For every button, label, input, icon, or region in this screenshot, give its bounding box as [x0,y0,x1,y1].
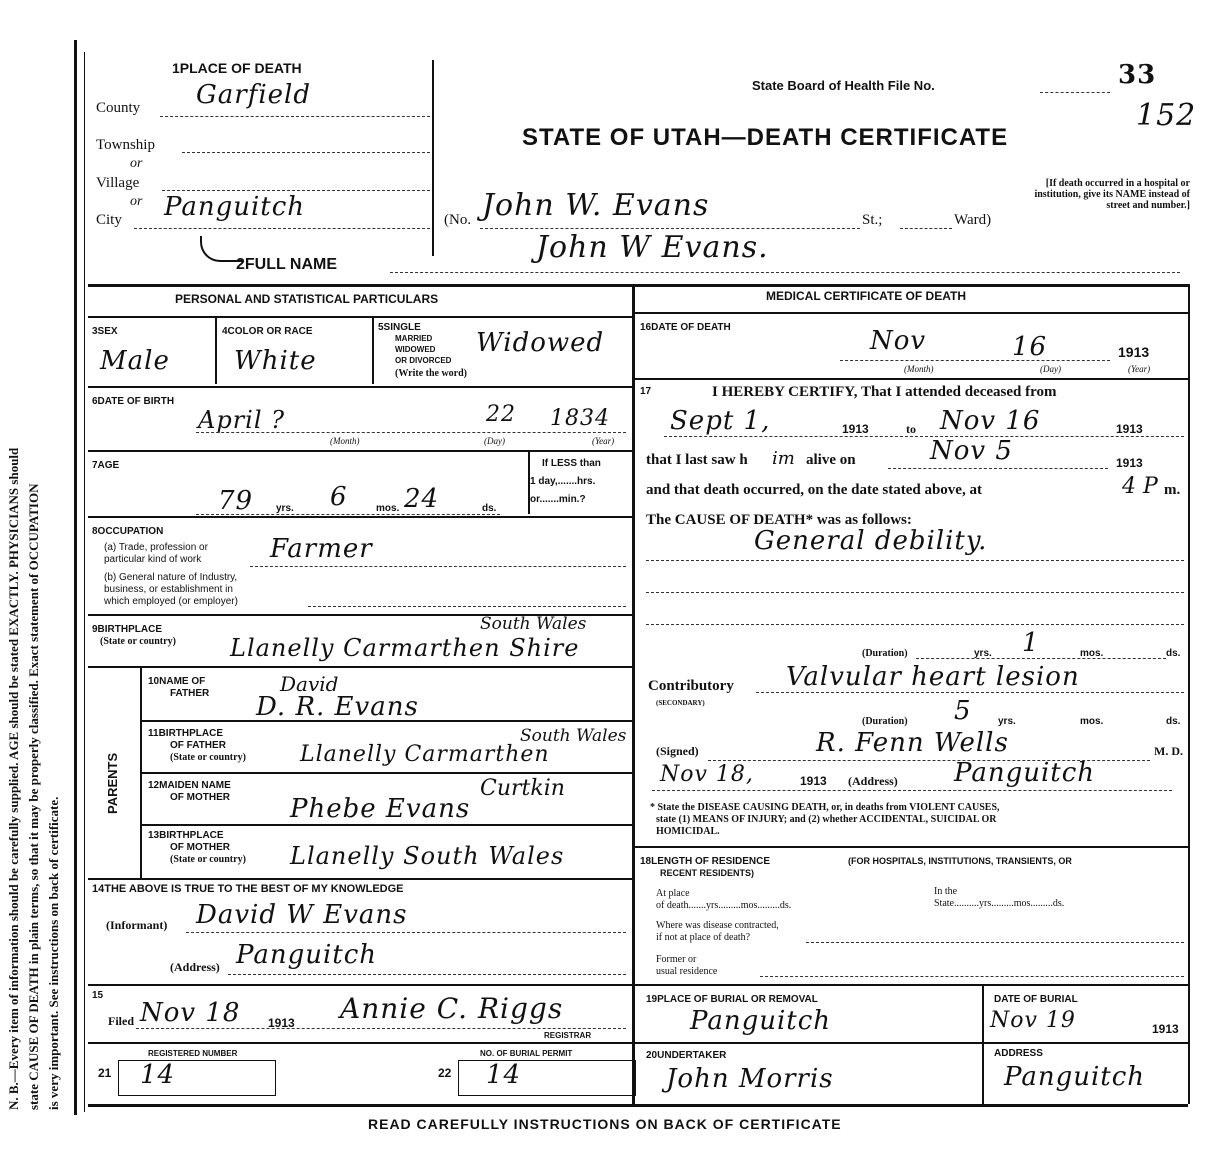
medical-header: MEDICAL CERTIFICATE OF DEATH [766,289,966,303]
sign-year: 1913 [800,774,827,788]
burial-date-label: DATE OF BURIAL [994,994,1078,1005]
duration2-yrs-cap: yrs. [998,716,1016,727]
cause-line-3 [646,624,1184,625]
side-note-line3: is very important. See instructions on back of certificate. [46,796,61,1110]
undertaker-value: John Morris [666,1064,834,1094]
color-value: White [234,346,317,376]
duration-line [916,658,1166,659]
death-year: 1913 [1118,344,1150,360]
informant-heading: 14THE ABOVE IS TRUE TO THE BEST OF MY KNOWLEDGE [92,883,404,895]
side-note-line1: N. B.—Every item of information should be carefully supplied. AGE should be stated EXACTLY. PHYSICIANS should [6,447,21,1110]
left-margin-rule-inner [84,52,85,1112]
registrar-label: REGISTRAR [544,1031,592,1040]
birthplace-label: 9BIRTHPLACE [92,624,163,635]
age-mos-cap: mos. [376,503,400,514]
birthplace-note: South Wales [480,614,587,634]
ward-label: Ward) [954,212,992,228]
mother-name-value: Phebe Evans [290,794,471,824]
informant-address: Panguitch [236,940,378,970]
undertaker-rule [634,1042,1188,1044]
cause-line-2 [646,592,1184,593]
burial-year: 1913 [1152,1022,1179,1036]
death-time-m: m. [1164,482,1181,498]
death-day-cap: (Day) [1040,364,1061,374]
death-time: 4 P [1122,474,1158,499]
father-birth-l1: 11BIRTHPLACE [148,728,224,739]
right-border [1188,284,1190,1104]
city-label: City [96,212,122,228]
filed-num: 15 [92,990,104,1001]
street-line [480,228,860,229]
birth-day-cap: (Day) [484,436,505,446]
residence-rule [634,846,1188,848]
occupation-a1: (a) Trade, profession or [104,542,208,553]
row-rule-4 [88,516,632,518]
parents-label: PARENTS [105,752,120,814]
sign-date-line [652,790,1172,791]
residence-label: 18LENGTH OF RESIDENCE [640,856,771,867]
father-name-v2: D. R. Evans [256,692,419,722]
birth-day: 22 [486,402,516,427]
of-death: of death.......yrs.........mos.........ds. [656,900,792,911]
marital-l1: 5SINGLE [378,322,421,333]
bottom-instructions: READ CAREFULLY INSTRUCTIONS ON BACK OF CERTIFICATE [368,1116,842,1132]
file-no-value: 33 [1118,60,1157,90]
father-birth-value: Llanelly Carmarthen [300,742,550,767]
personal-header: PERSONAL AND STATISTICAL PARTICULARS [175,292,439,306]
date-of-death-label: 16DATE OF DEATH [640,322,731,333]
burial-permit-num: 22 [438,1066,452,1080]
father-name-l2: FATHER [170,688,210,699]
cause-label: The CAUSE OF DEATH* was as follows: [646,512,912,528]
last-saw-him: im [772,448,795,469]
at-place: At place [656,888,690,899]
occupation-line [250,566,626,567]
mother-birth-l2: OF MOTHER [170,842,230,853]
color-divider [372,318,374,384]
mother-birth-l1: 13BIRTHPLACE [148,830,224,841]
sex-label: 3SEX [92,326,118,337]
county-line [160,116,430,117]
death-time-text: and that death occurred, on the date stated above, at [646,482,982,498]
street-no-label: (No. [444,212,472,228]
birth-label: 6DATE OF BIRTH [92,396,175,407]
age-label: 7AGE [92,460,120,471]
attend-to-label: to [906,422,916,436]
death-month-cap: (Month) [904,364,934,374]
former-2: usual residence [656,966,718,977]
last-saw-a: that I last saw h [646,452,748,468]
residence-note: (FOR HOSPITALS, INSTITUTIONS, TRANSIENTS, OR [848,856,1072,866]
marital-l4: OR DIVORCED [395,356,452,365]
attend-line [664,436,1184,437]
city-line [134,228,430,229]
birth-year: 1834 [550,406,610,431]
county-value: Garfield [196,80,311,110]
village-label: Village [96,175,140,191]
birth-line [196,432,626,433]
age-yrs-cap: yrs. [276,503,294,514]
birth-year-cap: (Year) [592,436,615,446]
birth-month: April ? [198,406,286,434]
mother-name-l1: 12MAIDEN NAME [148,780,231,791]
burial-permit-caption: NO. OF BURIAL PERMIT [480,1049,573,1058]
undertaker-addr-value: Panguitch [1004,1062,1146,1092]
burial-place-value: Panguitch [690,1006,832,1036]
reg-number-num: 21 [98,1066,112,1080]
mother-birth-value: Llanelly South Wales [290,842,565,870]
color-label: 4COLOR OR RACE [222,326,313,337]
sex-value: Male [100,346,170,376]
certify-line1: I HEREBY CERTIFY, That I attended deceased from [712,384,1057,400]
side-note-line2: state CAUSE OF DEATH in plain terms, so that it may be properly classified. Exact statement of OCCUPATION [26,483,41,1110]
informant-line [186,932,626,933]
burial-rule [634,984,1188,986]
row-rule-1 [88,316,632,318]
street-st-label: St.; [862,212,883,228]
or-2: or [130,194,143,209]
left-margin-rule [74,40,77,1115]
sign-addr-label: (Address) [848,774,898,788]
cause-value: General debility. [754,526,988,556]
mother-name-l2: OF MOTHER [170,792,230,803]
row-rule-1r [634,312,1188,314]
row-rule-11 [88,984,632,986]
less-l3: or.......min.? [530,494,586,505]
file-no-extra: 152 [1136,98,1197,133]
file-no-line [1040,92,1110,93]
filed-year: 1913 [268,1016,295,1030]
death-month: Nov [870,326,927,356]
county-label: County [96,100,141,116]
city-value: Panguitch [164,192,306,222]
contributory-label: Contributory [648,678,734,694]
age-mos: 6 [330,482,348,512]
attend-to: Nov 16 [940,406,1041,436]
age-days: 24 [404,484,440,514]
marital-l2: MARRIED [395,334,433,343]
father-name-l1: 10NAME OF [148,676,206,687]
informant-addr-label: (Address) [170,960,220,974]
birthplace-sub: (State or country) [100,636,176,647]
filed-date: Nov 18 [140,998,241,1028]
burial-permit-value: 14 [486,1060,522,1090]
hospital-note: [If death occurred in a hospital or institution, give its NAME instead of street and number.] [1034,178,1190,211]
full-name-label: 2FULL NAME [236,256,338,273]
ward-line [900,228,952,229]
burial-divider [982,986,984,1106]
death-rule [634,378,1188,380]
main-bottom-rule [88,1104,1188,1107]
md-label: M. D. [1154,744,1183,758]
father-birth-l2: OF FATHER [170,740,226,751]
filed-line [136,1028,626,1029]
duration2-mos-cap: mos. [1080,716,1104,727]
occupation-a2: particular kind of work [104,554,202,565]
burial-date-value: Nov 19 [990,1008,1076,1033]
full-name-line [390,272,1180,273]
duration-yrs-cap: yrs. [974,648,992,659]
row-rule-8 [140,772,632,774]
marital-value: Widowed [476,328,605,358]
occupation-label: 8OCCUPATION [92,526,164,537]
informant-label: (Informant) [106,918,168,932]
footnote-l2: state (1) MEANS OF INJURY; and (2) whether ACCIDENTAL, SUICIDAL OR [656,814,997,825]
occupation-b1: (b) General nature of Industry, [104,572,238,583]
marital-l3: WIDOWED [395,345,436,354]
township-line [182,152,430,153]
father-birth-l3: (State or country) [170,752,246,763]
signed-label: (Signed) [656,744,699,758]
informant-addr-line [228,974,626,975]
sign-date: Nov 18, [660,762,754,787]
physician-signature: R. Fenn Wells [816,728,1009,758]
contributory-line [756,692,1184,693]
registrar-signature: Annie C. Riggs [340,992,564,1025]
less-l2: 1 day,.......hrs. [530,476,596,487]
state-residence: State..........yrs.........mos.........ds. [934,898,1065,909]
duration-mos-cap: mos. [1080,648,1104,659]
or-1: or [130,156,143,171]
street-value: John W. Evans [482,188,710,223]
residence-note2: RECENT RESIDENTS) [660,868,755,878]
undertaker-addr-label: ADDRESS [994,1048,1043,1059]
death-day: 16 [1012,332,1048,362]
main-top-rule [88,284,1188,287]
mother-name-note: Curtkin [480,776,565,801]
occupation-b3: which employed (or employer) [104,596,238,607]
death-year-cap: (Year) [1128,364,1151,374]
former-line [760,976,1184,977]
age-ds-cap: ds. [482,503,497,514]
center-divider [632,284,635,1104]
informant-value: David W Evans [196,900,408,930]
sex-divider [215,318,217,384]
reg-number-value: 14 [140,1060,176,1090]
birthplace-value: Llanelly Carmarthen Shire [230,634,580,662]
village-line [162,190,430,191]
footnote-l1: * State the DISEASE CAUSING DEATH, or, in deaths from VIOLENT CAUSES, [650,802,1000,813]
duration-ds-cap: ds. [1166,648,1181,659]
certify-num: 17 [640,386,652,397]
attend-from-year: 1913 [842,422,869,436]
death-date-line [840,360,1110,361]
former-1: Former or [656,954,697,965]
secondary-label: (SECONDARY) [656,699,705,707]
birth-month-cap: (Month) [330,436,360,446]
reg-number-caption: REGISTERED NUMBER [148,1049,238,1058]
certificate-title: STATE OF UTAH—DEATH CERTIFICATE [522,124,1009,151]
row-rule-6 [88,666,632,668]
father-name-v1: David [280,672,339,696]
burial-permit-box [458,1060,636,1096]
row-rule-10 [88,878,632,880]
row-rule-7 [140,720,632,722]
duration-label: (Duration) [862,648,908,659]
duration2-yrs: 5 [954,696,972,726]
township-label: Township [96,137,155,153]
header-divider [432,60,434,256]
last-seen-line [888,468,1108,469]
row-rule-2 [88,386,632,388]
in-the: In the [934,886,958,897]
row-rule-12 [88,1042,632,1044]
attend-from: Sept 1, [670,406,771,436]
filed-label: Filed [108,1014,134,1028]
cause-line-1 [646,560,1184,561]
contracted-2: if not at place of death? [656,932,751,943]
duration-yrs: 1 [1022,628,1040,658]
file-no-label: State Board of Health File No. [752,78,935,93]
place-of-death-heading: 1PLACE OF DEATH [172,60,302,76]
undertaker-label: 20UNDERTAKER [646,1050,727,1061]
full-name-value: John W Evans. [536,230,769,265]
duration2-ds-cap: ds. [1166,716,1181,727]
burial-place-label: 19PLACE OF BURIAL OR REMOVAL [646,994,818,1005]
duration2-label: (Duration) [862,716,908,727]
less-l1: If LESS than [542,458,601,469]
occupation-b2: business, or establishment in [104,584,233,595]
footnote-l3: HOMICIDAL. [656,826,720,837]
employer-line [308,606,626,607]
mother-birth-l3: (State or country) [170,854,246,865]
last-saw-b: alive on [806,452,856,468]
sign-address: Panguitch [954,758,1096,788]
row-rule-9 [140,824,632,826]
age-line [196,514,500,515]
occupation-value: Farmer [270,534,373,564]
attend-to-year: 1913 [1116,422,1143,436]
marital-l5: (Write the word) [395,368,468,379]
last-seen-date: Nov 5 [930,436,1013,466]
age-yrs: 79 [218,486,254,516]
row-rule-3 [88,450,632,452]
father-birth-note: South Wales [520,726,627,746]
contributory-value: Valvular heart lesion [786,662,1080,692]
contracted-line [806,942,1184,943]
last-seen-year: 1913 [1116,456,1143,470]
contracted-1: Where was disease contracted, [656,920,779,931]
